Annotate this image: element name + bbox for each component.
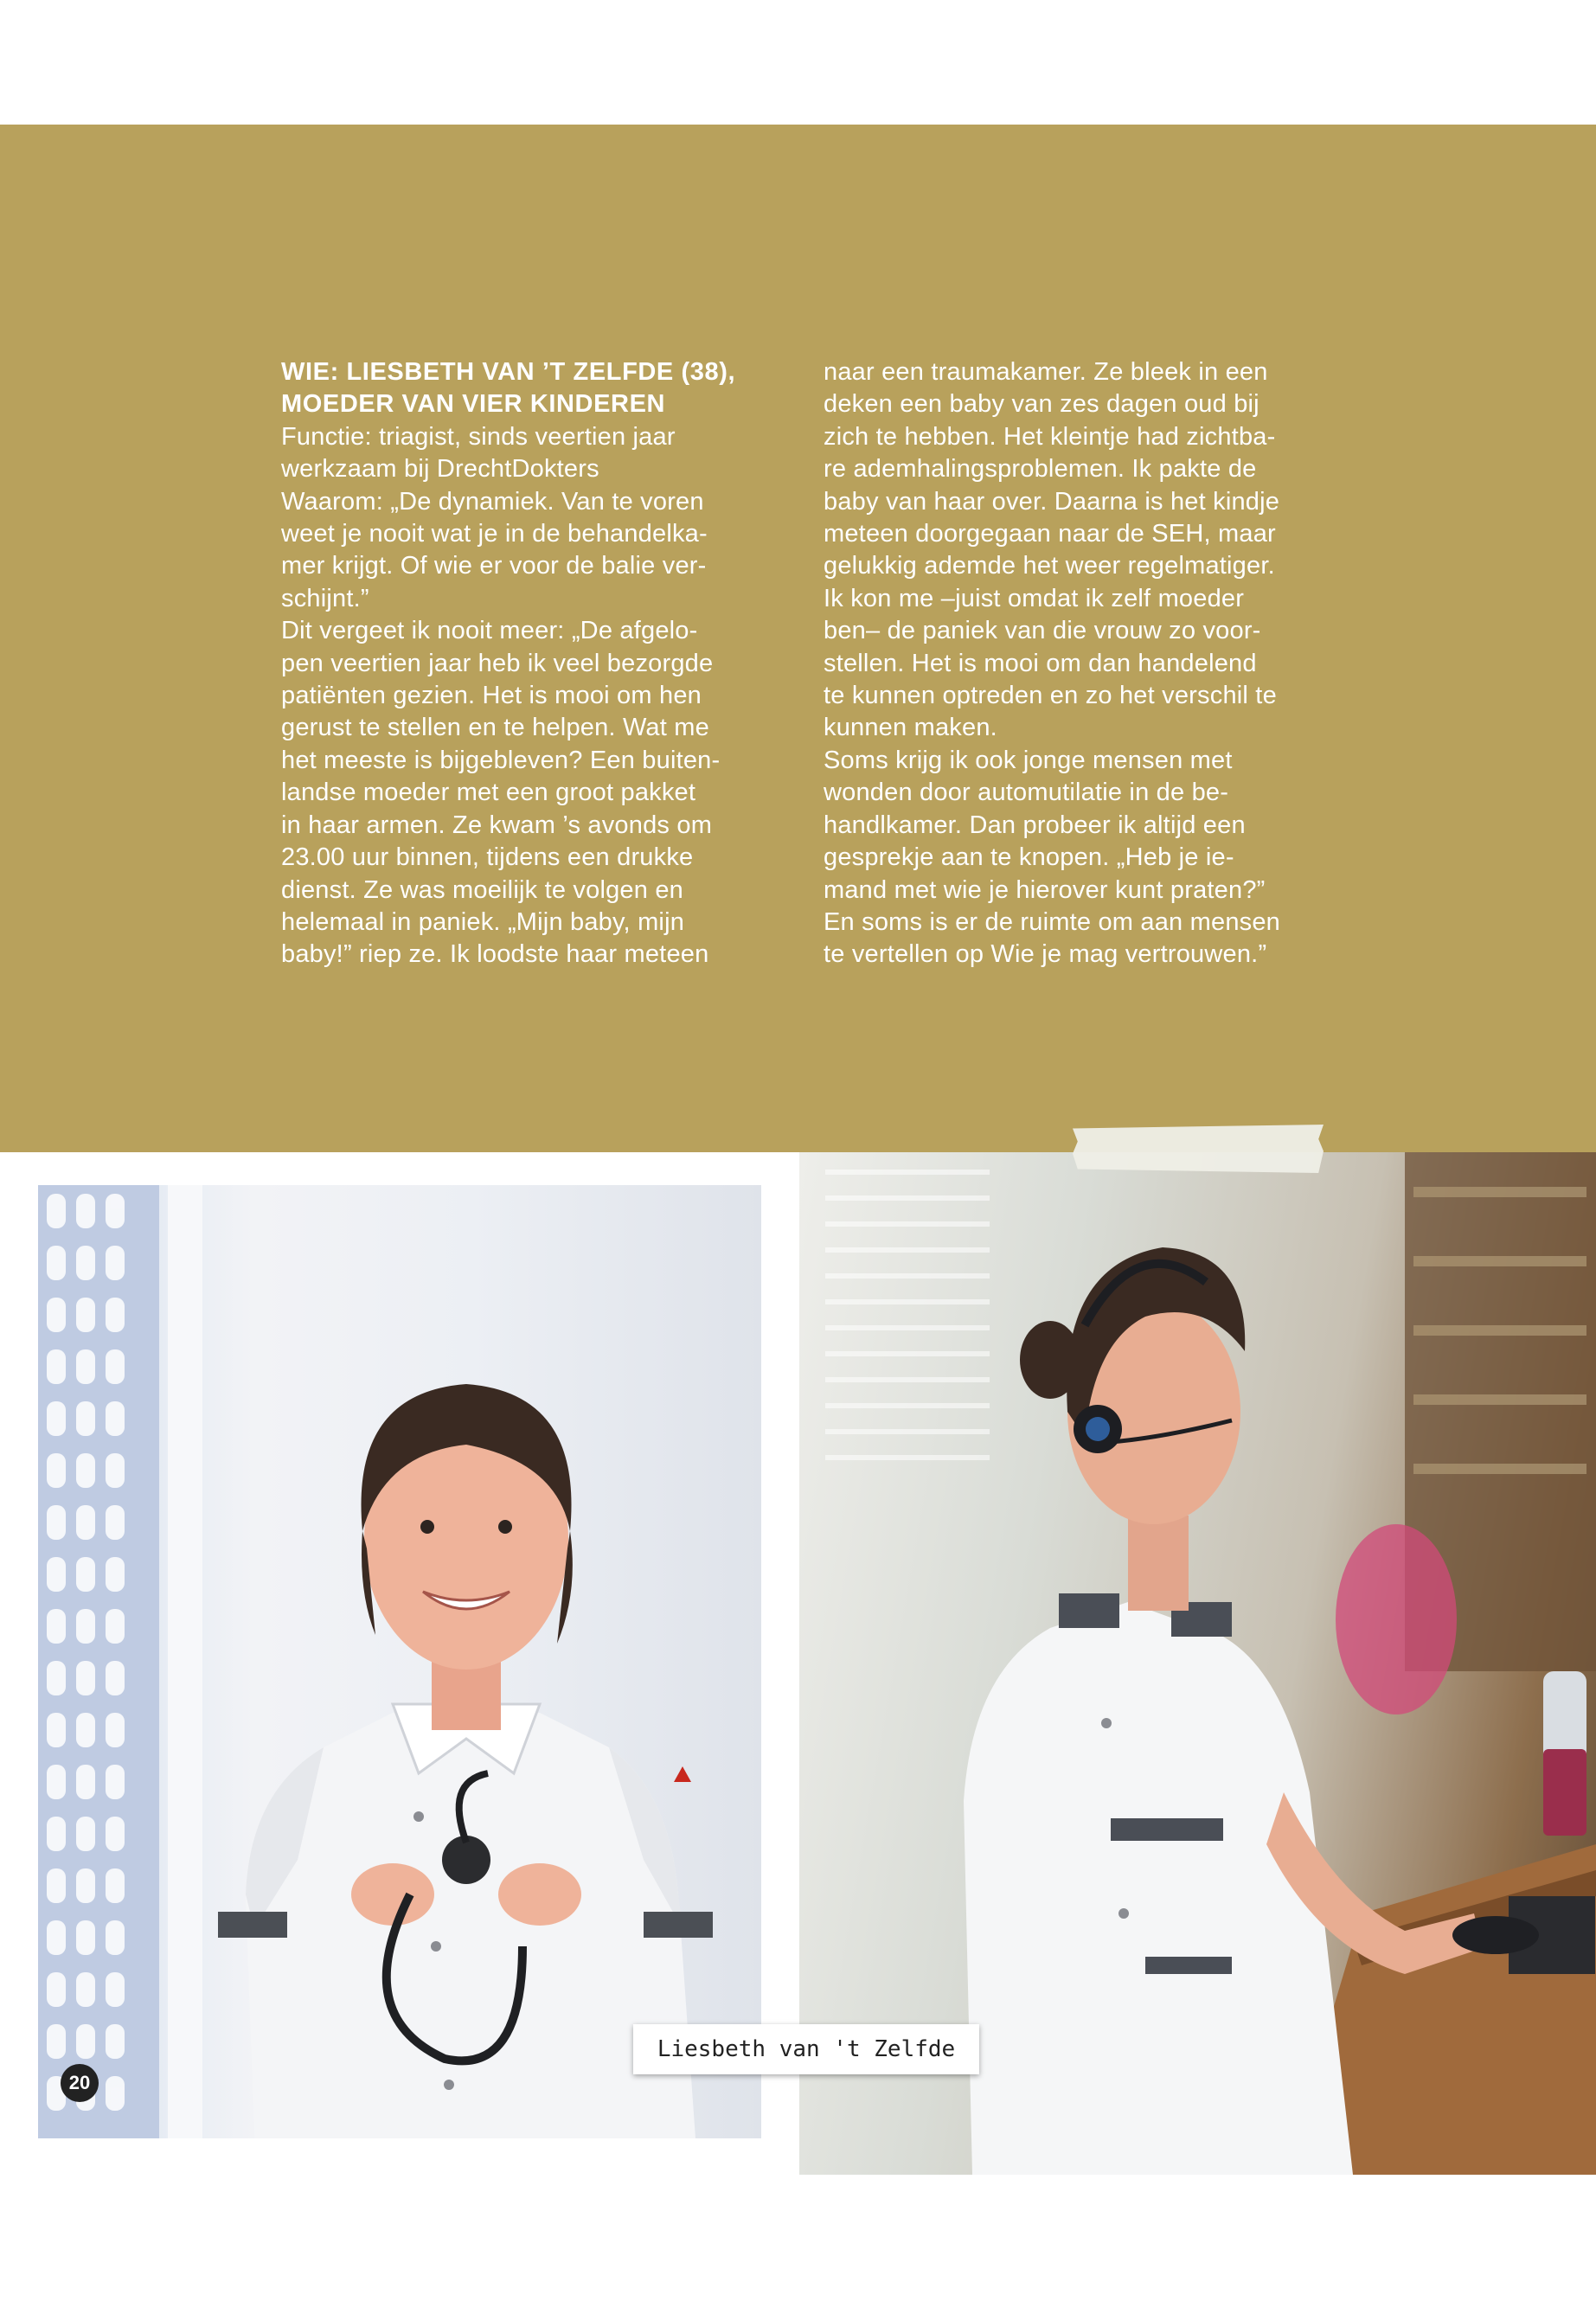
left-column-line: Waarom: „De dynamiek. Van te voren xyxy=(281,487,704,516)
article-heading-line-1: WIE: LIESBETH VAN ’T ZELFDE (38), xyxy=(281,358,736,386)
left-column-line: Functie: triagist, sinds veertien jaar xyxy=(281,422,676,451)
left-column-line: 23.00 uur binnen, tijdens een drukke xyxy=(281,843,694,872)
right-column-line: gelukkig ademde het weer regelmatiger. xyxy=(824,552,1275,580)
right-column-line: deken een baby van zes dagen oud bij xyxy=(824,390,1259,419)
portrait-photo-illustration xyxy=(38,1185,761,2138)
left-column-line: dienst. Ze was moeilijk te volgen en xyxy=(281,875,683,904)
left-column-line: in haar armen. Ze kwam ’s avonds om xyxy=(281,811,713,839)
left-column-body xyxy=(281,421,766,971)
photo-headset-desk xyxy=(799,1152,1596,2175)
article-column-left xyxy=(281,356,766,971)
left-column-line: landse moeder met een groot pakket xyxy=(281,779,696,807)
right-column-line: re ademhalingsproblemen. Ik pakte de xyxy=(824,455,1257,484)
article-heading-line-2: MOEDER VAN VIER KINDEREN xyxy=(281,390,666,419)
gold-background-band xyxy=(0,125,1596,1152)
right-column-line: Ik kon me –juist omdat ik zelf moeder xyxy=(824,584,1245,612)
right-column-line: handlkamer. Dan probeer ik altijd een xyxy=(824,811,1246,839)
right-column-line: Soms krijg ik ook jonge mensen met xyxy=(824,746,1233,774)
article-column-right xyxy=(824,356,1308,971)
left-column-line: patiënten gezien. Het is mooi om hen xyxy=(281,682,702,710)
right-column-line: ben– de paniek van die vrouw zo voor- xyxy=(824,617,1261,645)
headset-photo-illustration xyxy=(799,1152,1596,2175)
right-column-line: naar een traumakamer. Ze bleek in een xyxy=(824,358,1268,386)
right-column-line: baby van haar over. Daarna is het kindje xyxy=(824,487,1280,516)
right-column-line: kunnen maken. xyxy=(824,714,997,742)
right-column-line: te kunnen optreden en zo het verschil te xyxy=(824,682,1277,710)
page-number: 20 xyxy=(61,2064,99,2102)
right-column-line: stellen. Het is mooi om dan handelend xyxy=(824,649,1257,677)
photo-caption: Liesbeth van 't Zelfde xyxy=(633,2024,979,2074)
left-column-line: helemaal in paniek. „Mijn baby, mijn xyxy=(281,907,685,936)
right-column-body xyxy=(824,356,1308,971)
right-column-line: gesprekje aan te knopen. „Heb je ie- xyxy=(824,843,1234,872)
left-column-line: mer krijgt. Of wie er voor de balie ver- xyxy=(281,552,707,580)
left-column-line: gerust te stellen en te helpen. Wat me xyxy=(281,714,709,742)
left-column-line: weet je nooit wat je in de behandelka- xyxy=(281,520,708,548)
right-column-line: te vertellen op Wie je mag vertrouwen.” xyxy=(824,940,1267,969)
right-column-line: mand met wie je hierover kunt praten?” xyxy=(824,875,1266,904)
right-column-line: meteen doorgegaan naar de SEH, maar xyxy=(824,520,1276,548)
left-column-line: pen veertien jaar heb ik veel bezorgde xyxy=(281,649,714,677)
tape-strip xyxy=(1073,1125,1324,1173)
right-column-line: En soms is er de ruimte om aan mensen xyxy=(824,907,1281,936)
right-column-line: zich te hebben. Het kleintje had zichtba- xyxy=(824,422,1276,451)
left-column-line: Dit vergeet ik nooit meer: „De afgelo- xyxy=(281,617,698,645)
right-column-line: wonden door automutilatie in de be- xyxy=(824,779,1229,807)
left-column-line: het meeste is bijgebleven? Een buiten- xyxy=(281,746,721,774)
left-column-line: baby!” riep ze. Ik loodste haar meteen xyxy=(281,940,709,969)
left-column-line: schijnt.” xyxy=(281,584,369,612)
left-column-line: werkzaam bij DrechtDokters xyxy=(281,455,599,484)
portrait-photo-stethoscope xyxy=(38,1185,761,2138)
